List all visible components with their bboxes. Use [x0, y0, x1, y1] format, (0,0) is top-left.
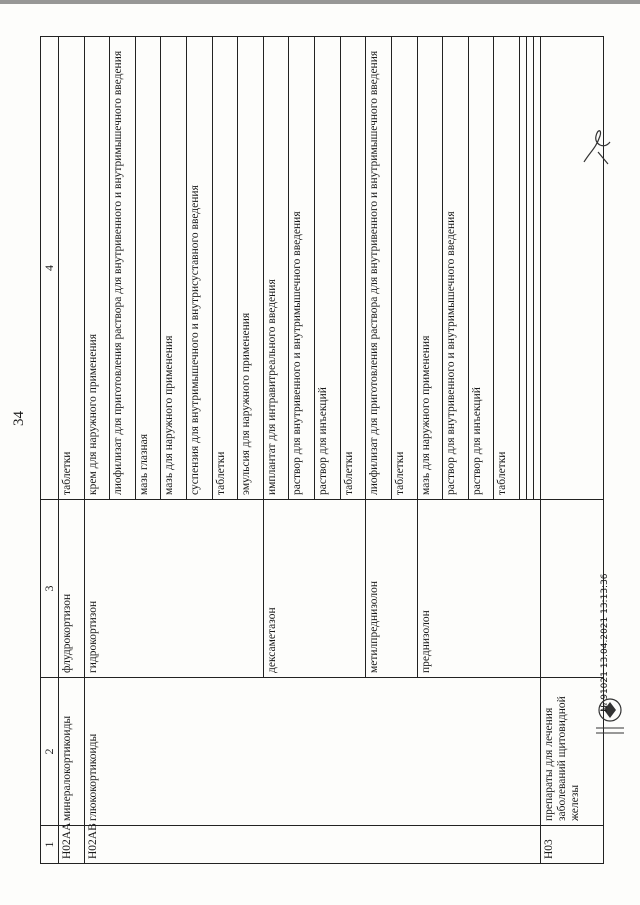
- drug-table: [40, 36, 604, 864]
- dosage-form: таблетки: [391, 37, 417, 500]
- rotated-document-table: [40, 36, 604, 864]
- dosage-form: имплантат для интравитреального введения: [263, 37, 289, 500]
- dosage-form-empty: [519, 37, 526, 500]
- drug-name: дексаметазон: [263, 500, 365, 678]
- dosage-form-empty: [534, 37, 541, 500]
- atc-code: Н02АА: [59, 826, 85, 864]
- dosage-form: таблетки: [212, 37, 238, 500]
- dosage-form: таблетки: [494, 37, 520, 500]
- dosage-form: мазь для наружного применения: [417, 37, 443, 500]
- scan-top-edge: [0, 0, 640, 4]
- registration-text: № 91021 13.04.2021 13:13:36: [600, 573, 610, 712]
- dosage-form: раствор для внутривенного и внутримышечного введения: [443, 37, 469, 500]
- atc-code: Н03: [541, 826, 604, 864]
- dosage-form: раствор для внутривенного и внутримышечного введения: [289, 37, 315, 500]
- dosage-form: мазь глазная: [135, 37, 161, 500]
- drug-name: флудрокортизон: [59, 500, 85, 678]
- dosage-form: лиофилизат для приготовления раствора для внутривенного и внутримышечного введения: [366, 37, 392, 500]
- dosage-form-empty: [527, 37, 534, 500]
- drug-name: [541, 500, 604, 678]
- drug-name: метилпреднизолон: [366, 500, 417, 678]
- header-col-1: 1: [41, 826, 59, 864]
- registration-stamp: [590, 690, 630, 860]
- group-name: глюкокортикоиды: [84, 678, 541, 826]
- emblem-icon: [590, 690, 630, 740]
- drug-name: преднизолон: [417, 500, 541, 678]
- signature: [578, 122, 618, 172]
- dosage-form: крем для наружного применения: [84, 37, 110, 500]
- dosage-form: таблетки: [59, 37, 85, 500]
- group-name: минералокортикоиды: [59, 678, 85, 826]
- dosage-form: раствор для инъекций: [468, 37, 494, 500]
- page-number: 34: [11, 411, 27, 426]
- dosage-form: мазь для наружного применения: [161, 37, 187, 500]
- dosage-form: таблетки: [340, 37, 366, 500]
- header-col-2: 2: [41, 678, 59, 826]
- group-name: препараты для лечения заболеваний щитовидной железы: [541, 678, 604, 826]
- dosage-form: эмульсия для наружного применения: [238, 37, 264, 500]
- table-row: [84, 37, 110, 864]
- header-col-4: 4: [41, 37, 59, 500]
- drug-name: гидрокортизон: [84, 500, 263, 678]
- atc-code: Н02АВ: [84, 826, 541, 864]
- dosage-form: раствор для инъекций: [315, 37, 341, 500]
- header-col-3: 3: [41, 500, 59, 678]
- table-header-row: [41, 37, 59, 864]
- dosage-form: суспензия для внутримышечного и внутрисуставного введения: [187, 37, 213, 500]
- table-row: [59, 37, 85, 864]
- dosage-form-empty: [541, 37, 604, 500]
- dosage-form: лиофилизат для приготовления раствора для внутривенного и внутримышечного введения: [110, 37, 136, 500]
